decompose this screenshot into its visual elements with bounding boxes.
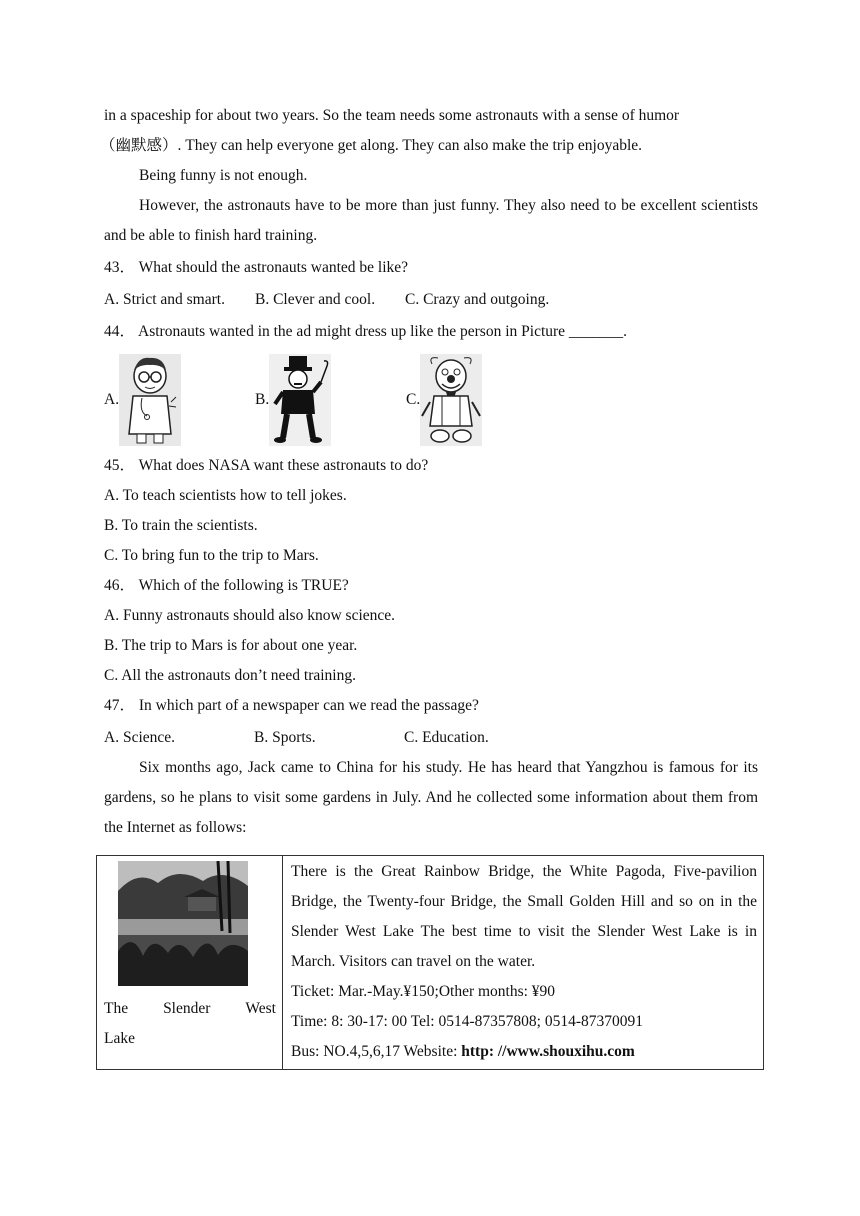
garden-details-cell xyxy=(283,856,764,1070)
q44-picture-options xyxy=(104,350,758,450)
option-a: A. To teach scientists how to tell jokes. xyxy=(104,487,347,504)
garden-name xyxy=(104,994,276,1024)
option-b-label: B. xyxy=(255,391,270,408)
time-tel-info: Time: 8: 30-17: 00 Tel: 0514-87357808; 0514-87370091 xyxy=(291,1013,643,1030)
passage-2-intro: Six months ago, Jack came to China for his study. He has heard that Yangzhou is famous for its gardens, so he plans to visit some gardens in July. And he collected some information about them from the Internet as follows: xyxy=(104,759,758,836)
question-43: 43． What should the astronauts wanted be like? xyxy=(104,259,409,276)
garden-description: There is the Great Rainbow Bridge, the White Pagoda, Five-pavilion Bridge, the Twenty-four Bridge, the Small Golden Hill and so on in the Slender West Lake The best time to visit the Slender West Lake is in March. Visitors can travel on the water. xyxy=(291,863,757,970)
option-c: C. Education. xyxy=(404,729,489,746)
picture-option-b xyxy=(255,354,406,446)
option-c-label: C. xyxy=(406,391,421,408)
doctor-picture xyxy=(119,354,181,446)
option-c: C. Crazy and outgoing. xyxy=(405,291,550,308)
lake-photo xyxy=(118,861,248,991)
passage-line: in a spaceship for about two years. So the team needs some astronauts with a sense of humor xyxy=(104,107,680,124)
option-c: C. All the astronauts don’t need training. xyxy=(104,667,356,684)
picture-option-c xyxy=(406,354,557,446)
option-a-label: A. xyxy=(104,391,120,408)
question-46: 46． Which of the following is TRUE? xyxy=(104,577,349,594)
bus-website-info xyxy=(291,1037,757,1067)
passage-paragraph: Being funny is not enough. xyxy=(139,167,308,184)
passage-paragraph: However, the astronauts have to be more than just funny. They also need to be excellent scientists and be able to finish hard training. xyxy=(104,197,758,244)
garden-name-word: West xyxy=(245,1000,276,1017)
garden-info-table xyxy=(96,855,764,1070)
option-a: A. Strict and smart. xyxy=(104,291,225,308)
question-47: 47． In which part of a newspaper can we read the passage? xyxy=(104,697,479,714)
question-44: 44． Astronauts wanted in the ad might dress up like the person in Picture _______. xyxy=(104,323,628,340)
picture-option-a xyxy=(104,354,255,446)
q43-options xyxy=(104,285,758,315)
website-link: http: //www.shouxihu.com xyxy=(461,1043,635,1060)
option-a: A. Funny astronauts should also know science. xyxy=(104,607,396,624)
passage-line: （幽默感）. They can help everyone get along. They can also make the trip enjoyable. xyxy=(100,137,643,154)
question-45: 45． What does NASA want these astronauts to do? xyxy=(104,457,429,474)
clown-picture xyxy=(420,354,482,446)
garden-name-word: Slender xyxy=(163,1000,211,1017)
table-row xyxy=(97,856,764,1070)
option-a: A. Science. xyxy=(104,729,176,746)
option-b: B. Clever and cool. xyxy=(255,291,376,308)
option-b: B. The trip to Mars is for about one year. xyxy=(104,637,358,654)
option-b: B. Sports. xyxy=(254,729,316,746)
option-c: C. To bring fun to the trip to Mars. xyxy=(104,547,319,564)
comedian-picture xyxy=(269,354,331,446)
q47-options xyxy=(104,723,758,753)
bus-info: Bus: NO.4,5,6,17 Website: xyxy=(291,1043,462,1060)
garden-name-end: Lake xyxy=(104,1030,135,1047)
document-page xyxy=(100,101,758,843)
garden-photo-cell xyxy=(97,856,283,1070)
garden-name-word: The xyxy=(104,1000,129,1017)
ticket-info: Ticket: Mar.-May.¥150;Other months: ¥90 xyxy=(291,983,556,1000)
option-b: B. To train the scientists. xyxy=(104,517,258,534)
